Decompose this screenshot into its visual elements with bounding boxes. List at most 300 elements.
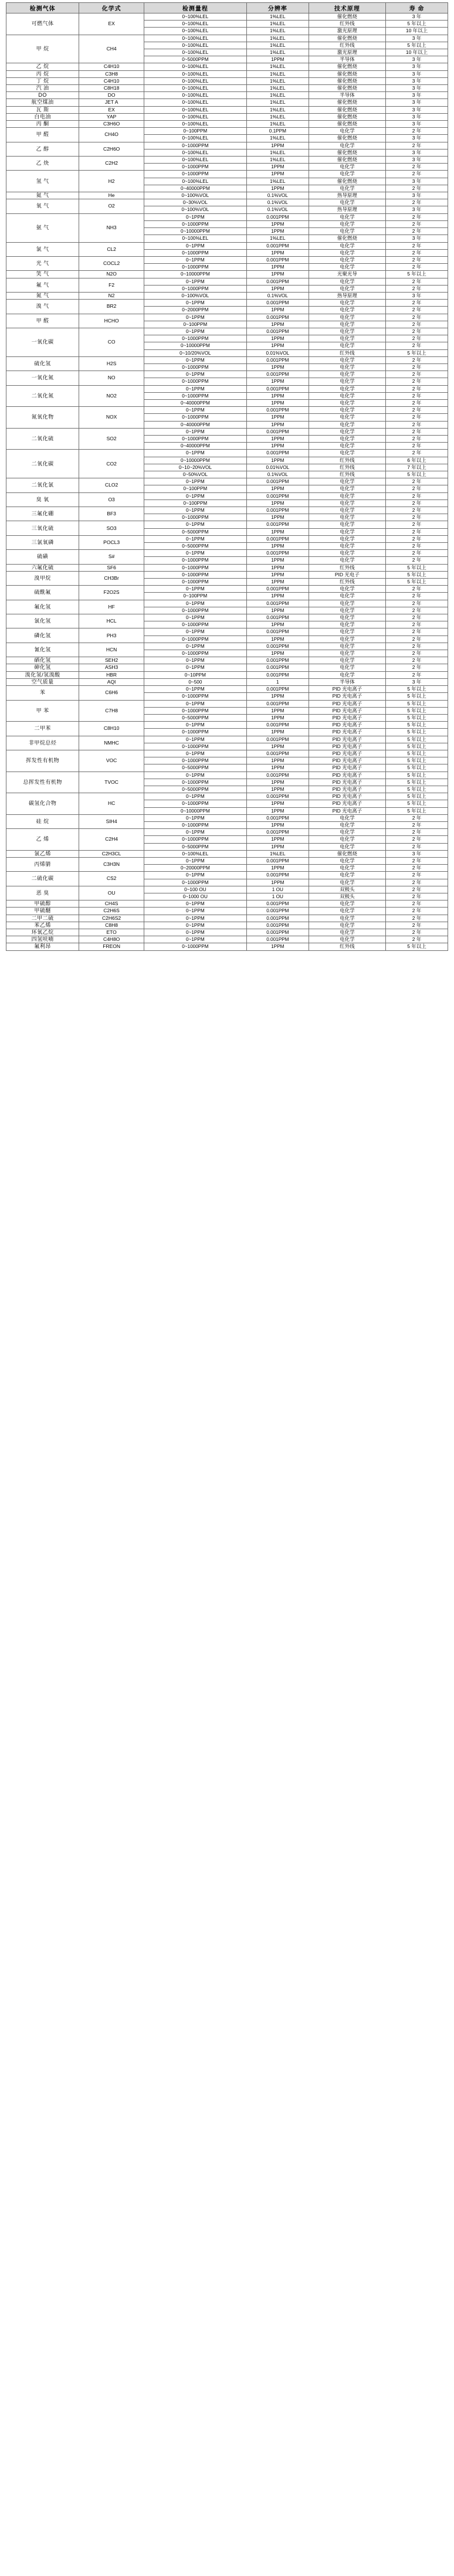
table-row (6, 535, 448, 542)
cell-lifetime: 2 年 (386, 521, 448, 528)
cell-technology: 催化燃烧 (309, 850, 385, 857)
cell-formula: VOC (79, 750, 144, 772)
cell-range: 0~100%LEL (144, 135, 246, 142)
cell-range: 0~1000PPM (144, 285, 246, 292)
cell-range: 0~1000PPM (144, 635, 246, 643)
cell-resolution: 1PPM (246, 836, 309, 843)
header-resolution: 分辨率 (246, 3, 309, 13)
cell-resolution: 0.001PPM (246, 428, 309, 435)
cell-range: 0~100%LEL (144, 850, 246, 857)
cell-formula: COCL2 (79, 256, 144, 270)
cell-resolution: 1PPM (246, 757, 309, 764)
cell-resolution: 1%LEL (246, 850, 309, 857)
cell-lifetime: 3 年 (386, 13, 448, 21)
cell-lifetime: 3 年 (386, 77, 448, 84)
cell-technology: 电化学 (309, 414, 385, 421)
cell-gas-name: 六氟化硫 (6, 564, 79, 571)
cell-resolution: 1PPM (246, 764, 309, 772)
cell-technology: 电化学 (309, 171, 385, 178)
cell-lifetime: 2 年 (386, 142, 448, 149)
cell-gas-name: 硫酰氟 (6, 586, 79, 600)
cell-gas-name: 恶 臭 (6, 886, 79, 900)
cell-resolution: 1%LEL (246, 113, 309, 120)
cell-gas-name: 氮氧化物 (6, 407, 79, 429)
cell-formula: C2H2 (79, 157, 144, 171)
cell-range: 0~1000PPM (144, 392, 246, 399)
table-row (6, 908, 448, 915)
cell-resolution: 0.001PPM (246, 657, 309, 664)
cell-range: 0~1PPM (144, 643, 246, 650)
cell-lifetime: 2 年 (386, 171, 448, 178)
cell-range: 0~1PPM (144, 492, 246, 499)
cell-lifetime: 2 年 (386, 535, 448, 542)
cell-resolution: 0.1%VOL (246, 471, 309, 478)
cell-range: 0~10000PPM (144, 457, 246, 464)
cell-technology: 电化学 (309, 485, 385, 492)
table-row (6, 857, 448, 864)
cell-technology: PID 光电离子 (309, 793, 385, 800)
table-row (6, 70, 448, 77)
cell-range: 0~1000PPM (144, 335, 246, 342)
cell-range: 0~1PPM (144, 278, 246, 285)
cell-technology: 电化学 (309, 557, 385, 564)
cell-technology: 电化学 (309, 300, 385, 307)
cell-technology: 催化燃烧 (309, 106, 385, 113)
cell-range: 0~1PPM (144, 829, 246, 836)
cell-formula: YAP (79, 113, 144, 120)
cell-lifetime: 3 年 (386, 135, 448, 142)
cell-technology: 电化学 (309, 371, 385, 378)
cell-resolution: 0.001PPM (246, 614, 309, 621)
cell-range: 0~5000PPM (144, 843, 246, 850)
cell-resolution: 1PPM (246, 421, 309, 428)
cell-lifetime: 3 年 (386, 106, 448, 113)
cell-lifetime: 5 年以上 (386, 786, 448, 793)
cell-resolution: 1PPM (246, 843, 309, 850)
cell-gas-name: 氢 气 (6, 171, 79, 192)
cell-resolution: 1PPM (246, 743, 309, 750)
cell-resolution: 0.001PPM (246, 300, 309, 307)
cell-gas-name: DO (6, 92, 79, 99)
header-lifetime: 寿 命 (386, 3, 448, 13)
cell-resolution: 0.001PPM (246, 478, 309, 485)
cell-range: 0~100%LEL (144, 85, 246, 92)
cell-range: 0~1000PPM (144, 821, 246, 828)
cell-technology: 电化学 (309, 307, 385, 314)
table-row (6, 242, 448, 249)
cell-technology: PID 光电离子 (309, 757, 385, 764)
table-row (6, 85, 448, 92)
cell-formula: CH4O (79, 128, 144, 142)
cell-lifetime: 2 年 (386, 936, 448, 943)
cell-technology: 电化学 (309, 521, 385, 528)
cell-technology: 电化学 (309, 264, 385, 271)
table-row (6, 614, 448, 621)
cell-lifetime: 2 年 (386, 843, 448, 850)
cell-gas-name: 二氧化氮 (6, 385, 79, 407)
cell-formula: CLO2 (79, 478, 144, 492)
cell-range: 0~1PPM (144, 793, 246, 800)
cell-lifetime: 2 年 (386, 428, 448, 435)
cell-range: 0~5000PPM (144, 714, 246, 721)
cell-range: 0~1000PPM (144, 879, 246, 886)
cell-lifetime: 2 年 (386, 635, 448, 643)
header-technology: 技术原理 (309, 3, 385, 13)
cell-formula: OU (79, 886, 144, 900)
table-row (6, 922, 448, 929)
cell-lifetime: 5 年以上 (386, 757, 448, 764)
cell-lifetime: 5 年以上 (386, 579, 448, 586)
cell-formula: JET A (79, 99, 144, 106)
cell-lifetime: 2 年 (386, 228, 448, 235)
cell-resolution: 0.001PPM (246, 450, 309, 457)
cell-resolution: 1PPM (246, 363, 309, 371)
cell-technology: 电化学 (309, 628, 385, 635)
cell-formula: C4H10 (79, 63, 144, 70)
cell-technology: 电化学 (309, 865, 385, 872)
cell-range: 0~10/20%VOL (144, 349, 246, 356)
cell-technology: 催化燃烧 (309, 157, 385, 164)
cell-resolution: 0.1%VOL (246, 292, 309, 299)
cell-range: 0~1PPM (144, 507, 246, 514)
cell-technology: 催化燃烧 (309, 135, 385, 142)
cell-technology: 电化学 (309, 607, 385, 614)
cell-resolution: 0.1PPM (246, 128, 309, 135)
cell-range: 0~1PPM (144, 922, 246, 929)
cell-technology: PID 光电子 (309, 571, 385, 578)
cell-technology: PID 光电离子 (309, 807, 385, 814)
cell-lifetime: 5 年以上 (386, 743, 448, 750)
cell-range: 0~100PPM (144, 499, 246, 507)
cell-range: 0~5000PPM (144, 528, 246, 535)
cell-technology: 电化学 (309, 550, 385, 557)
cell-range: 0~100%LEL (144, 42, 246, 49)
cell-range: 0~2000PPM (144, 307, 246, 314)
cell-technology: 电化学 (309, 857, 385, 864)
cell-resolution: 1%LEL (246, 92, 309, 99)
cell-technology: 电化学 (309, 328, 385, 335)
cell-formula: F2O2S (79, 586, 144, 600)
cell-gas-name: 苯乙烯 (6, 922, 79, 929)
cell-range: 0~1000PPM (144, 363, 246, 371)
table-row (6, 356, 448, 363)
cell-technology: 半导体 (309, 56, 385, 63)
cell-formula: C7H8 (79, 700, 144, 722)
cell-formula: N2 (79, 292, 144, 299)
table-row (6, 643, 448, 650)
cell-resolution: 1%LEL (246, 28, 309, 35)
cell-gas-name: 甲 烷 (6, 35, 79, 63)
cell-lifetime: 3 年 (386, 157, 448, 164)
table-row (6, 657, 448, 664)
cell-technology: 电化学 (309, 650, 385, 657)
cell-gas-name: 臭 氧 (6, 492, 79, 507)
table-row (6, 664, 448, 671)
cell-resolution: 1PPM (246, 621, 309, 628)
cell-range: 0~1PPM (144, 772, 246, 779)
cell-technology: 催化燃烧 (309, 77, 385, 84)
cell-resolution: 1PPM (246, 786, 309, 793)
table-row (6, 564, 448, 571)
cell-resolution: 0.001PPM (246, 492, 309, 499)
cell-technology: 电化学 (309, 829, 385, 836)
cell-gas-name: 总挥发性有机物 (6, 772, 79, 793)
header-formula: 化学式 (79, 3, 144, 13)
cell-gas-name: 氯乙烯 (6, 850, 79, 857)
table-row (6, 736, 448, 743)
table-row (6, 450, 448, 457)
cell-technology: 电化学 (309, 600, 385, 607)
cell-resolution: 1%LEL (246, 106, 309, 113)
cell-technology: 电化学 (309, 586, 385, 593)
cell-resolution: 0.001PPM (246, 535, 309, 542)
cell-gas-name: 甲硫醚 (6, 908, 79, 915)
cell-technology: 电化学 (309, 220, 385, 227)
cell-lifetime: 7 年以上 (386, 464, 448, 471)
cell-lifetime: 2 年 (386, 443, 448, 450)
cell-lifetime: 5 年以上 (386, 471, 448, 478)
cell-technology: 电化学 (309, 543, 385, 550)
cell-gas-name: 一氧化氮 (6, 371, 79, 385)
cell-technology: 催化燃烧 (309, 178, 385, 185)
cell-formula: ASH3 (79, 664, 144, 671)
cell-technology: 电化学 (309, 363, 385, 371)
cell-range: 0~1PPM (144, 700, 246, 707)
cell-resolution: 1%LEL (246, 63, 309, 70)
cell-range: 0~1PPM (144, 900, 246, 908)
cell-range: 0~10000PPM (144, 228, 246, 235)
cell-formula: NOX (79, 407, 144, 429)
cell-gas-name: 丁 烷 (6, 77, 79, 84)
cell-resolution: 0.001PPM (246, 550, 309, 557)
cell-resolution: 1PPM (246, 307, 309, 314)
cell-resolution: 0.001PPM (246, 814, 309, 821)
cell-range: 0~1PPM (144, 535, 246, 542)
cell-resolution: 1PPM (246, 729, 309, 736)
cell-formula: NO2 (79, 385, 144, 407)
cell-technology: 电化学 (309, 478, 385, 485)
cell-range: 0~30%VOL (144, 199, 246, 206)
cell-range: 0~100%LEL (144, 121, 246, 128)
cell-gas-name: 溴甲烷 (6, 571, 79, 585)
cell-lifetime: 2 年 (386, 543, 448, 550)
cell-technology: 电化学 (309, 450, 385, 457)
cell-technology: 电化学 (309, 185, 385, 192)
cell-formula: C3H3N (79, 857, 144, 871)
cell-gas-name: 氨 气 (6, 213, 79, 242)
cell-lifetime: 2 年 (386, 242, 448, 249)
cell-range: 0~100%LEL (144, 77, 246, 84)
cell-gas-name: 二氧化氯 (6, 478, 79, 492)
cell-technology: 电化学 (309, 507, 385, 514)
cell-range: 0~1PPM (144, 586, 246, 593)
cell-resolution: 1PPM (246, 342, 309, 349)
table-row (6, 600, 448, 607)
cell-lifetime: 2 年 (386, 314, 448, 321)
table-row (6, 407, 448, 414)
cell-resolution: 0.001PPM (246, 356, 309, 363)
cell-range: 0~1PPM (144, 300, 246, 307)
cell-lifetime: 3 年 (386, 178, 448, 185)
cell-formula: SO2 (79, 428, 144, 450)
table-row (6, 256, 448, 263)
cell-gas-name: 二甲二硫 (6, 915, 79, 922)
cell-lifetime: 2 年 (386, 893, 448, 900)
cell-technology: 电化学 (309, 514, 385, 521)
cell-technology: 红外线 (309, 471, 385, 478)
cell-range: 0~100%LEL (144, 63, 246, 70)
cell-gas-name: 氰化氢 (6, 643, 79, 657)
cell-range: 0~1000PPM (144, 435, 246, 442)
cell-technology: 电化学 (309, 164, 385, 171)
cell-formula: HF (79, 600, 144, 614)
cell-technology: 催化燃烧 (309, 13, 385, 21)
cell-range: 0~1000PPM (144, 220, 246, 227)
table-row (6, 113, 448, 120)
cell-technology: PID 光电离子 (309, 700, 385, 707)
table-row (6, 628, 448, 635)
cell-gas-name: 磷化氢 (6, 628, 79, 643)
cell-gas-name: 二硫化碳 (6, 872, 79, 886)
cell-lifetime: 5 年以上 (386, 700, 448, 707)
cell-range: 0~100%LEL (144, 106, 246, 113)
cell-range: 0~1000PPM (144, 171, 246, 178)
cell-lifetime: 2 年 (386, 300, 448, 307)
cell-resolution: 0.001PPM (246, 750, 309, 757)
cell-range: 0~10000PPM (144, 342, 246, 349)
cell-gas-name: 二甲苯 (6, 722, 79, 736)
cell-gas-name: 硒化氢 (6, 657, 79, 664)
cell-resolution: 0.001PPM (246, 671, 309, 678)
cell-technology: PID 光电离子 (309, 707, 385, 714)
cell-technology: PID 光电离子 (309, 743, 385, 750)
cell-gas-name: 氟化氢 (6, 600, 79, 614)
cell-resolution: 1PPM (246, 264, 309, 271)
table-row (6, 829, 448, 836)
cell-resolution: 1PPM (246, 285, 309, 292)
cell-technology: 电化学 (309, 908, 385, 915)
table-row (6, 492, 448, 499)
cell-resolution: 1PPM (246, 249, 309, 256)
table-body (6, 13, 448, 951)
cell-lifetime: 5 年以上 (386, 793, 448, 800)
cell-range: 0~1000PPM (144, 836, 246, 843)
cell-resolution: 1%LEL (246, 13, 309, 21)
cell-resolution: 1%LEL (246, 85, 309, 92)
table-row (6, 300, 448, 307)
header-gas: 检测气体 (6, 3, 79, 13)
cell-technology: PID 光电离子 (309, 764, 385, 772)
cell-range: 0~1PPM (144, 385, 246, 392)
cell-formula: S# (79, 550, 144, 564)
cell-resolution: 1PPM (246, 707, 309, 714)
cell-range: 0~1000PPM (144, 514, 246, 521)
cell-technology: 电化学 (309, 621, 385, 628)
cell-resolution: 0.001PPM (246, 736, 309, 743)
cell-lifetime: 3 年 (386, 121, 448, 128)
cell-formula: DO (79, 92, 144, 99)
cell-formula: BR2 (79, 300, 144, 314)
cell-range: 0~1PPM (144, 614, 246, 621)
cell-lifetime: 3 年 (386, 850, 448, 857)
cell-resolution: 0.1%VOL (246, 199, 309, 206)
cell-formula: CS2 (79, 872, 144, 886)
cell-formula: H2 (79, 171, 144, 192)
cell-formula: C6H6 (79, 686, 144, 700)
cell-technology: 电化学 (309, 922, 385, 929)
cell-formula: HCN (79, 643, 144, 657)
cell-range: 0~1PPM (144, 936, 246, 943)
cell-resolution: 0.001PPM (246, 213, 309, 220)
table-row (6, 314, 448, 321)
cell-lifetime: 2 年 (386, 328, 448, 335)
cell-gas-name: 光 气 (6, 256, 79, 270)
cell-resolution: 1PPM (246, 528, 309, 535)
cell-resolution: 1PPM (246, 607, 309, 614)
cell-resolution: 0.001PPM (246, 793, 309, 800)
cell-resolution: 1PPM (246, 321, 309, 328)
cell-lifetime: 2 年 (386, 199, 448, 206)
cell-lifetime: 2 年 (386, 507, 448, 514)
cell-lifetime: 2 年 (386, 256, 448, 263)
cell-resolution: 0.001PPM (246, 908, 309, 915)
cell-formula: CH4 (79, 35, 144, 63)
table-row (6, 686, 448, 693)
cell-range: 0~1000PPM (144, 579, 246, 586)
cell-formula: H2S (79, 356, 144, 371)
cell-lifetime: 2 年 (386, 550, 448, 557)
cell-lifetime: 5 年以上 (386, 729, 448, 736)
cell-formula: He (79, 192, 144, 199)
cell-lifetime: 3 年 (386, 56, 448, 63)
cell-technology: 电化学 (309, 421, 385, 428)
cell-technology: 电化学 (309, 256, 385, 263)
cell-lifetime: 2 年 (386, 621, 448, 628)
cell-resolution: 1PPM (246, 571, 309, 578)
cell-resolution: 0.001PPM (246, 643, 309, 650)
cell-resolution: 1PPM (246, 443, 309, 450)
cell-resolution: 0.001PPM (246, 521, 309, 528)
cell-formula: C2H4 (79, 829, 144, 851)
cell-technology: 电化学 (309, 821, 385, 828)
cell-resolution: 0.001PPM (246, 829, 309, 836)
cell-resolution: 1PPM (246, 943, 309, 950)
table-row (6, 886, 448, 893)
cell-resolution: 0.001PPM (246, 686, 309, 693)
cell-technology: PID 光电离子 (309, 693, 385, 700)
cell-range: 0~100%LEL (144, 149, 246, 156)
cell-lifetime: 3 年 (386, 192, 448, 199)
table-row (6, 478, 448, 485)
table-row (6, 507, 448, 514)
cell-resolution: 0.001PPM (246, 772, 309, 779)
cell-range: 0~1PPM (144, 750, 246, 757)
cell-resolution: 1PPM (246, 457, 309, 464)
cell-lifetime: 2 年 (386, 872, 448, 879)
cell-gas-name: 二氧化硫 (6, 428, 79, 450)
cell-range: 0~100%LEL (144, 235, 246, 242)
cell-technology: 催化燃烧 (309, 121, 385, 128)
table-row (6, 385, 448, 392)
cell-lifetime: 2 年 (386, 185, 448, 192)
cell-technology: 电化学 (309, 614, 385, 621)
cell-range: 0~100%LEL (144, 113, 246, 120)
cell-resolution: 1PPM (246, 414, 309, 421)
table-row (6, 929, 448, 936)
cell-lifetime: 3 年 (386, 235, 448, 242)
cell-resolution: 1 OU (246, 886, 309, 893)
cell-technology: 催化燃烧 (309, 70, 385, 77)
